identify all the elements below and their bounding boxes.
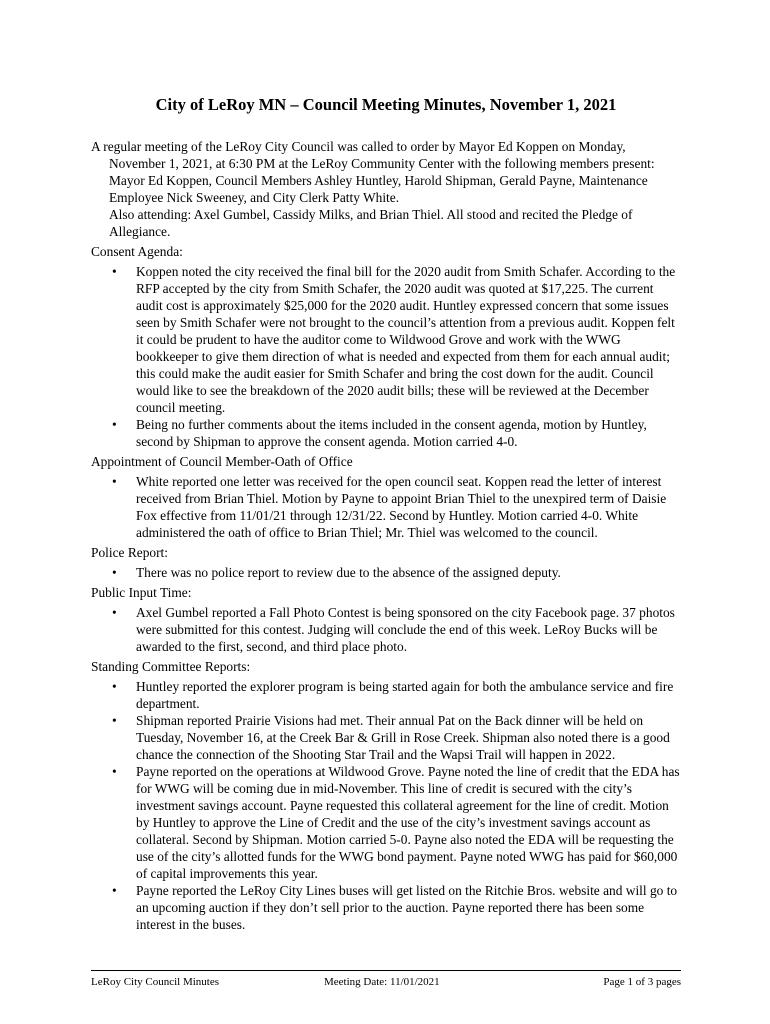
list-item [91, 604, 681, 655]
bullet-icon: • [112, 883, 117, 898]
bullet-icon: • [112, 679, 117, 694]
bullet-icon: • [112, 605, 117, 620]
list-item-text: Huntley reported the explorer program is being started again for both the ambulance service and fire department. [136, 679, 674, 711]
bullet-icon: • [112, 474, 117, 489]
list-item-text: Axel Gumbel reported a Fall Photo Contest is being sponsored on the city Facebook page. 37 photos were submitted for this contest. Judging will conclude the end of this week. LeRoy Bucks will be awarded to the first, second, and third place photo. [136, 605, 675, 654]
section-heading: Public Input Time: [91, 585, 192, 600]
footer-center: Meeting Date: 11/01/2021 [324, 976, 440, 988]
list-item [91, 564, 681, 581]
bullet-list [91, 473, 681, 541]
page-title: City of LeRoy MN – Council Meeting Minutes, November 1, 2021 [155, 95, 617, 114]
bullet-icon: • [112, 764, 117, 779]
list-item [91, 473, 681, 541]
document-body [91, 94, 681, 935]
list-item-text: There was no police report to review due to the absence of the assigned deputy. [136, 565, 561, 580]
list-item [91, 263, 681, 416]
list-item-text: Being no further comments about the items included in the consent agenda, motion by Huntley, second by Shipman to approve the consent agenda. Motion carried 4-0. [136, 417, 647, 449]
list-item [91, 416, 681, 450]
opening-paragraph: A regular meeting of the LeRoy City Council was called to order by Mayor Ed Koppen on Monday, November 1, 2021, at 6:30 PM at the LeRoy Community Center with the following members present: Mayor Ed Koppen, Council Members Ashley Huntley, Harold Shipman, Gerald Payne, Maintenance Employee Nick Sweeney, and City Clerk Patty White. [91, 139, 655, 205]
bullet-list [91, 604, 681, 655]
list-item-text: White reported one letter was received for the open council seat. Koppen read the letter of interest received from Brian Thiel. Motion by Payne to appoint Brian Thiel to the unexpired term of Daisie Fox effective from 11/01/21 through 12/31/22. Second by Huntley. Motion carried 4-0. White administered the oath of office to Brian Thiel; Mr. Thiel was welcomed to the council. [136, 474, 667, 540]
list-item [91, 882, 681, 933]
footer-page-number: Page 1 of 3 pages [603, 976, 681, 988]
bullet-list [91, 564, 681, 581]
section-heading: Consent Agenda: [91, 244, 183, 259]
list-item [91, 678, 681, 712]
bullet-list [91, 263, 681, 450]
list-item-text: Shipman reported Prairie Visions had met. Their annual Pat on the Back dinner will be held on Tuesday, November 16, at the Creek Bar & Grill in Rose Creek. Shipman also noted there is a good chance the connection of the Shooting Star Trail and the Wapsi Trail will happen in 2022. [136, 713, 670, 762]
section-heading: Standing Committee Reports: [91, 659, 251, 674]
list-item-text: Payne reported on the operations at Wildwood Grove. Payne noted the line of credit that the EDA has for WWG will be coming due in mid-November. This line of credit is secured with the city’s investment savings account. Payne requested this collateral agreement for the line of credit. Motion by Huntley to approve the Line of Credit and the use of the city’s investment savings account as collateral. Second by Shipman. Motion carried 5-0. Payne also noted the EDA will be requesting the use of the city’s allotted funds for the WWG bond payment. Payne noted WWG has paid for $60,000 of capital improvements this year. [136, 764, 680, 881]
section-heading: Police Report: [91, 545, 168, 560]
page-footer [91, 970, 681, 988]
section-heading: Appointment of Council Member-Oath of Office [91, 454, 353, 469]
list-item-text: Payne reported the LeRoy City Lines buses will get listed on the Ritchie Bros. website and will go to an upcoming auction if they don’t sell prior to the auction. Payne reported there has been some interest in the buses. [136, 883, 678, 932]
bullet-icon: • [112, 565, 117, 580]
bullet-icon: • [112, 264, 117, 279]
bullet-list [91, 678, 681, 933]
bullet-icon: • [112, 713, 117, 728]
list-item [91, 763, 681, 882]
bullet-icon: • [112, 417, 117, 432]
sections-container [91, 243, 681, 933]
footer-left: LeRoy City Council Minutes [91, 976, 220, 988]
also-attending-paragraph: Also attending: Axel Gumbel, Cassidy Milks, and Brian Thiel. All stood and recited the Pledge of Allegiance. [109, 207, 633, 239]
list-item-text: Koppen noted the city received the final bill for the 2020 audit from Smith Schafer. According to the RFP accepted by the city from Smith Schafer, the 2020 audit was quoted at $17,225. The current audit cost is approximately $25,000 for the 2020 audit. Huntley expressed concern that some issues seen by Smith Schafer were not brought to the council’s attention from a previous audit. Koppen felt it could be prudent to have the auditor come to Wildwood Grove and work with the WWG bookkeeper to give them direction of what is needed and expected from them for each annual audit; this could make the audit easier for Smith Schafer and bring the cost down for the audit. Council would like to see the breakdown of the 2020 audit bills; these will be reviewed at the December council meeting. [136, 264, 676, 415]
list-item [91, 712, 681, 763]
